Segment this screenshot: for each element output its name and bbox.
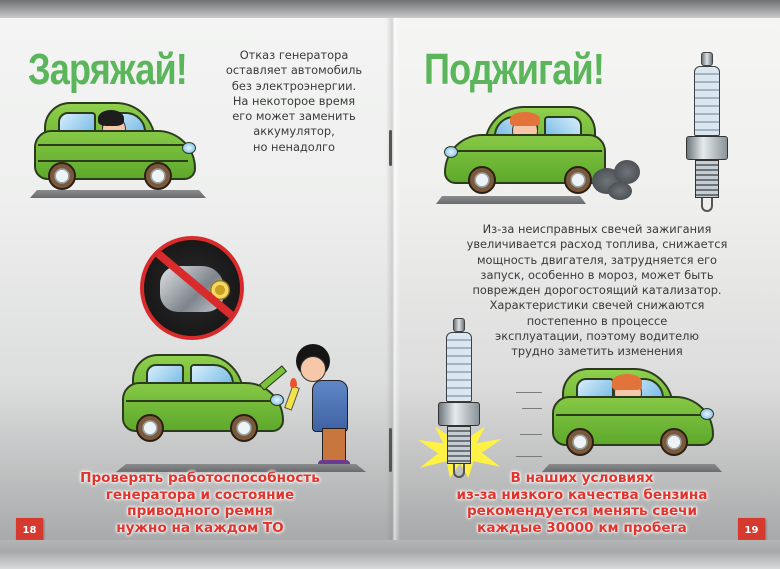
wheel-icon xyxy=(660,428,688,456)
intro-line: но ненадолго xyxy=(253,139,335,154)
driver-hair-icon xyxy=(98,110,124,126)
warning-line: нужно на каждом ТО xyxy=(116,519,284,536)
body-line: постепенно в процессе xyxy=(526,313,668,328)
plug-hex xyxy=(438,402,480,426)
plug-thread xyxy=(447,426,471,464)
spark-plug-icon xyxy=(684,52,730,222)
warning-line: Проверять работоспособность xyxy=(80,470,320,486)
car-trim-line xyxy=(38,144,188,146)
plug-thread xyxy=(695,160,719,198)
warning-line: рекомендуется менять свечи xyxy=(466,503,698,520)
plug-electrode xyxy=(701,198,713,212)
green-car-illustration xyxy=(32,102,202,192)
wheel-icon xyxy=(468,166,496,194)
wheel-icon xyxy=(230,414,258,442)
car-trim-line xyxy=(126,400,276,402)
wheel-icon xyxy=(144,162,172,190)
body-line: эксплуатации, поэтому водителю xyxy=(495,329,699,344)
page-number-badge: 19 xyxy=(738,518,765,540)
plug-insulator xyxy=(694,66,720,136)
scan-bottom-edge xyxy=(0,540,780,569)
plug-terminal xyxy=(453,318,465,332)
plug-hex xyxy=(686,136,728,160)
warning-line: каждые 30000 км пробега xyxy=(477,519,687,536)
driver-hair-icon xyxy=(612,374,642,390)
man-face-icon xyxy=(300,356,326,382)
warning-line: В наших условиях xyxy=(510,470,654,486)
man-jacket-icon xyxy=(312,380,348,432)
driver-hair-icon xyxy=(510,112,540,126)
intro-line: без электроэнергии. xyxy=(231,78,357,93)
warning-line: приводного ремня xyxy=(127,503,273,520)
body-line: мощность двигателя, затрудняется его xyxy=(476,252,718,267)
intro-line: Отказ генератора xyxy=(239,48,349,62)
body-line: увеличивается расход топлива, снижается xyxy=(466,237,728,252)
warning-line: из-за низкого качества бензина xyxy=(456,486,708,503)
road-shadow xyxy=(436,196,586,204)
fast-green-car-illustration xyxy=(550,368,720,458)
car-trim-line xyxy=(452,150,602,152)
man-trousers-icon xyxy=(322,428,346,462)
scan-top-edge xyxy=(0,0,780,18)
intro-line: оставляет автомобиль xyxy=(225,63,363,78)
page-number-badge: 18 xyxy=(16,518,43,540)
flame-icon xyxy=(290,378,297,388)
no-alternator-sign-icon xyxy=(140,236,244,340)
body-line: Характеристики свечей снижаются xyxy=(489,298,705,313)
speed-line xyxy=(516,456,542,457)
headlight-icon xyxy=(700,408,714,420)
staple-mark xyxy=(389,428,392,472)
body-line: поврежден дорогостоящий катализатор. xyxy=(472,283,722,298)
green-car-open-hood-illustration xyxy=(120,354,290,444)
body-line: трудно заметить изменения xyxy=(511,344,683,359)
intro-line: его может заменить xyxy=(232,109,356,124)
page-title-ignite: Поджигай! xyxy=(424,45,605,94)
generator-warning-text xyxy=(40,470,360,536)
warning-line: генератора и состояние xyxy=(105,486,295,503)
spark-plug-body-text xyxy=(452,222,742,360)
speed-line xyxy=(522,408,542,409)
smoking-green-car-illustration xyxy=(438,106,608,196)
headlight-icon xyxy=(270,394,284,406)
body-line: Из-за неисправных свечей зажигания xyxy=(482,222,712,236)
headlight-icon xyxy=(182,142,196,154)
wheel-icon xyxy=(566,428,594,456)
page-title-charge: Заряжай! xyxy=(28,45,188,94)
generator-intro-text xyxy=(220,48,368,155)
page-19 xyxy=(392,18,780,540)
wheel-icon xyxy=(136,414,164,442)
car-trim-line xyxy=(556,414,706,416)
headlight-icon xyxy=(444,146,458,158)
exhaust-smoke-icon xyxy=(614,160,640,184)
wheel-icon xyxy=(48,162,76,190)
speed-line xyxy=(520,434,542,435)
plug-terminal xyxy=(701,52,713,66)
wheel-icon xyxy=(564,166,592,194)
plug-insulator xyxy=(446,332,472,402)
exhaust-smoke-icon xyxy=(608,182,632,200)
spark-plug-firing-icon xyxy=(436,318,482,488)
intro-line: аккумулятор, xyxy=(253,124,335,139)
staple-mark xyxy=(389,130,392,166)
spark-plug-warning-text xyxy=(432,470,732,536)
intro-line: На некоторое время xyxy=(232,93,356,108)
page-18 xyxy=(0,18,392,540)
speed-line xyxy=(516,392,542,393)
road-shadow xyxy=(30,190,206,198)
body-line: запуск, особенно в мороз, может быть xyxy=(480,267,714,282)
